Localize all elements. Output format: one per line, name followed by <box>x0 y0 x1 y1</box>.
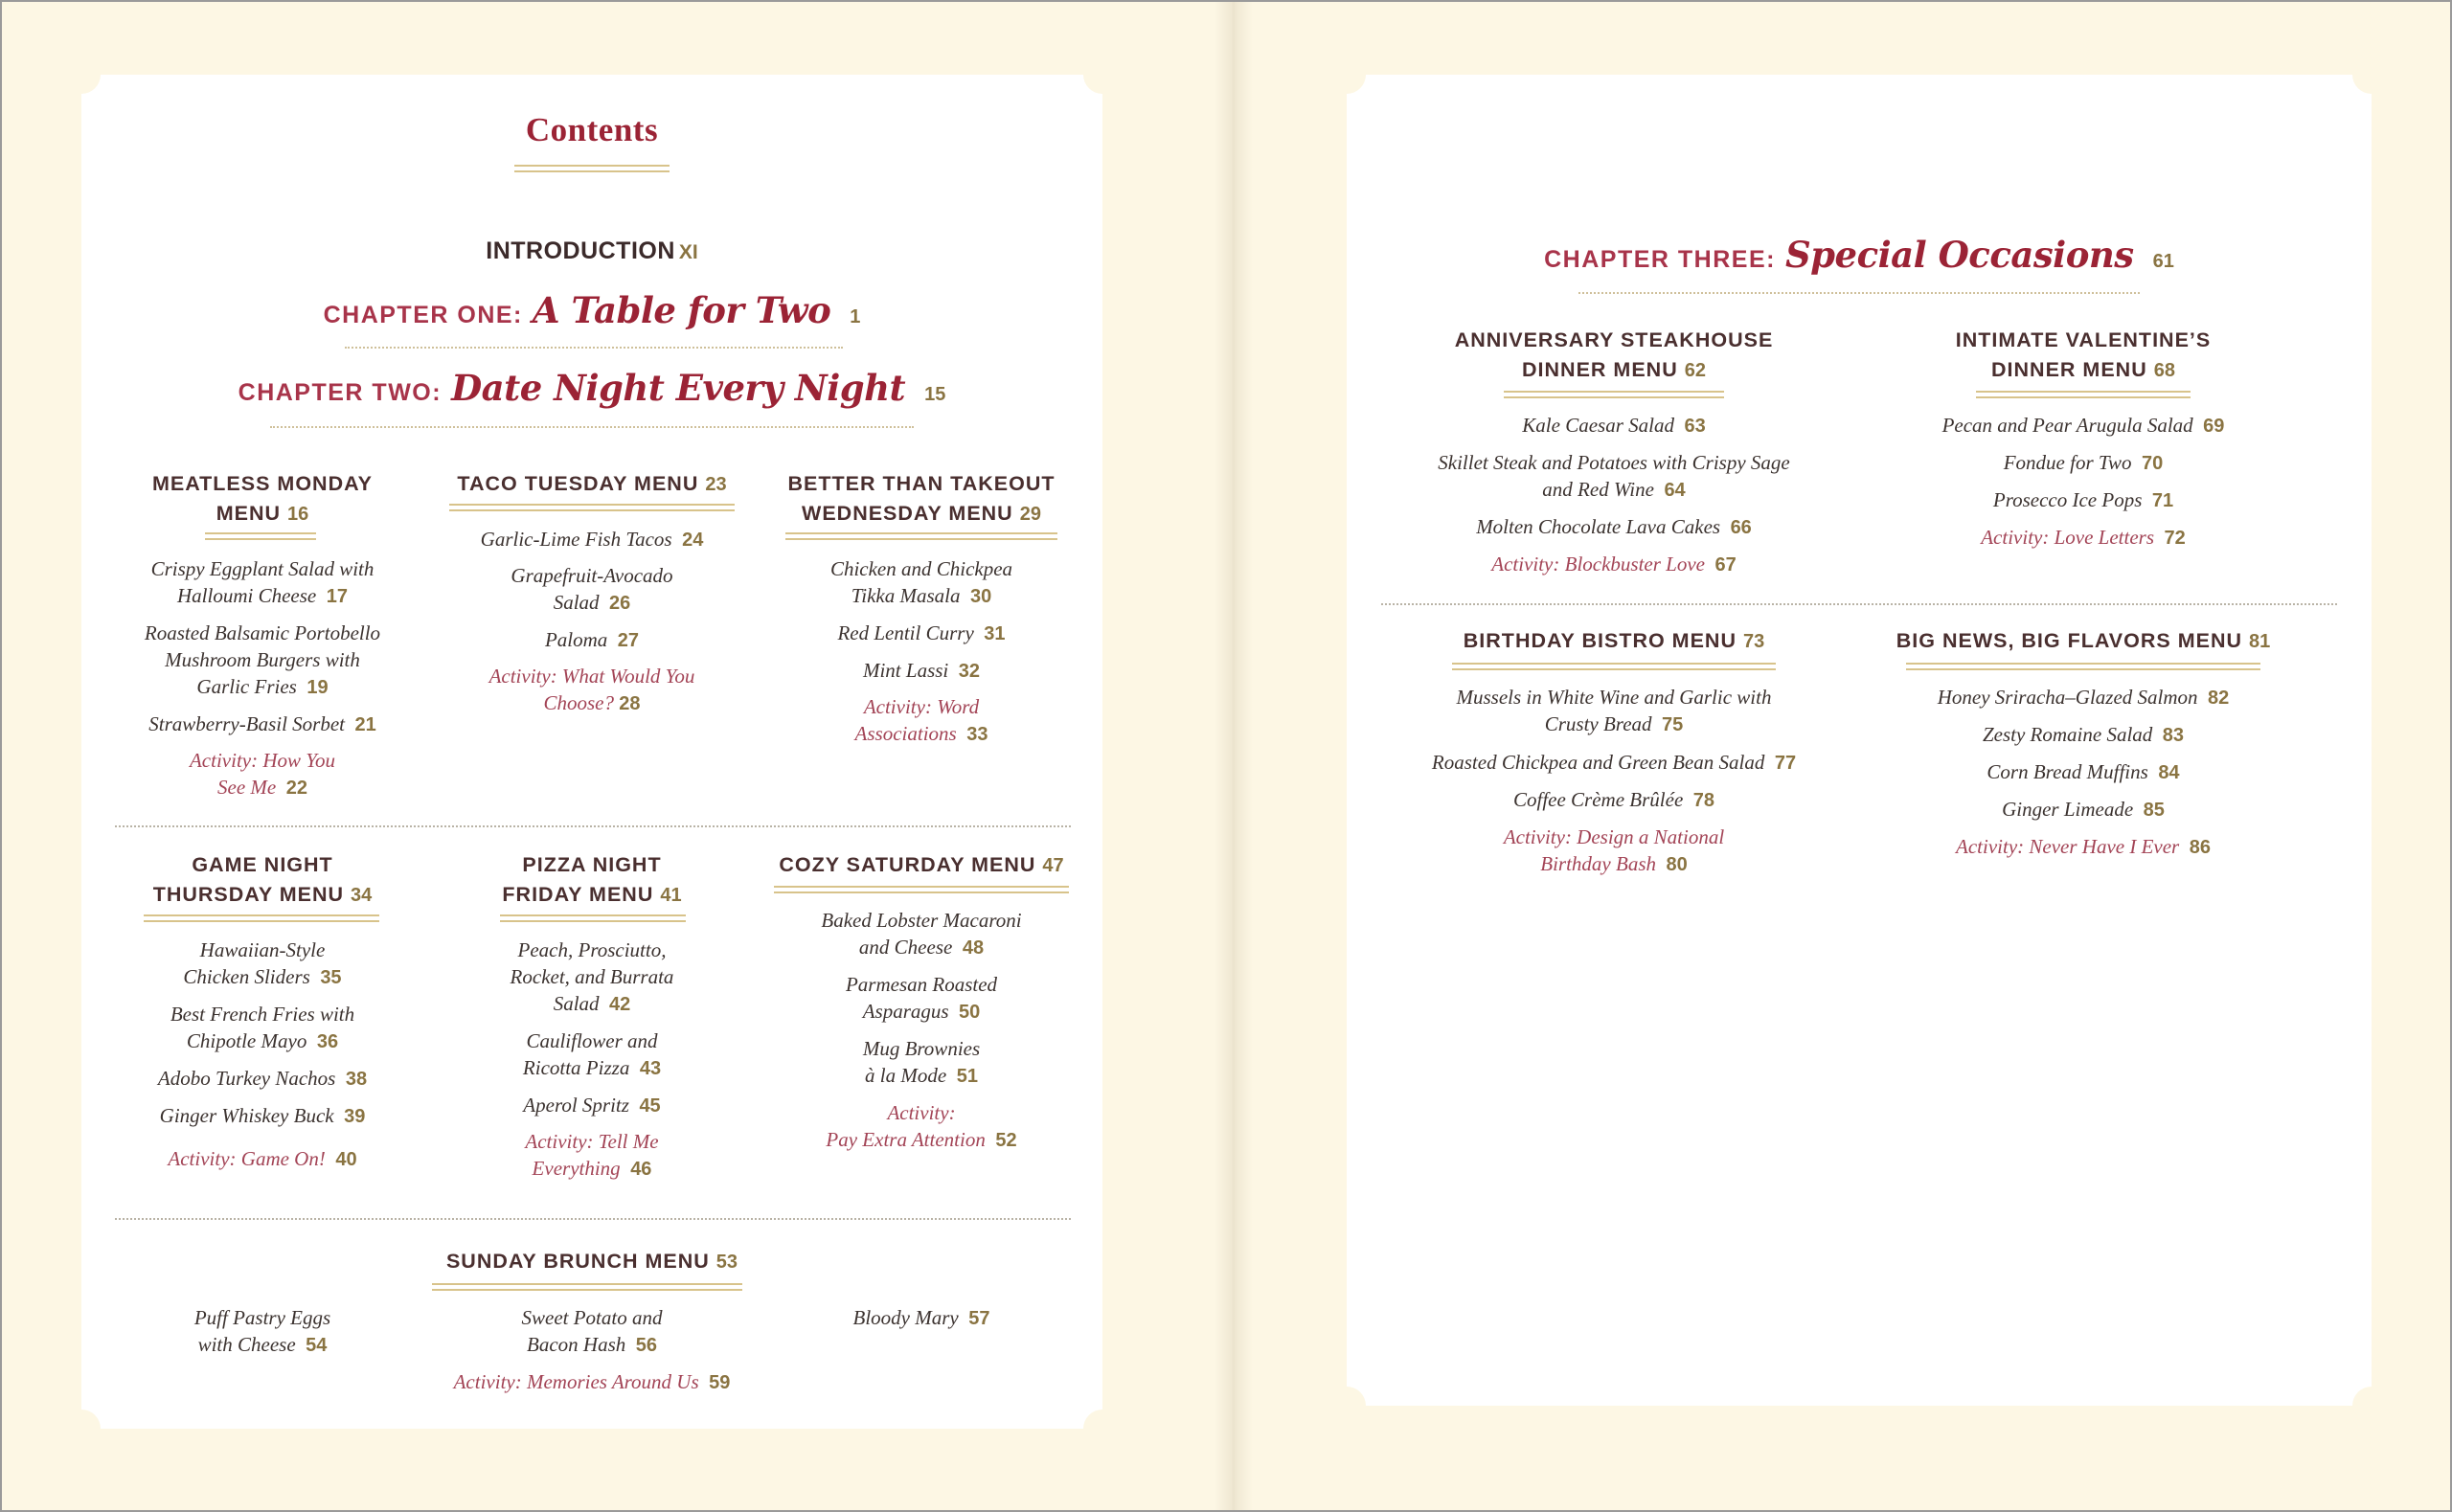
toc-entry[interactable] <box>1374 513 1853 541</box>
toc-text: DINNER MENU <box>1522 358 1678 381</box>
page-corner-notch <box>62 56 101 94</box>
menu-intimate-valentines[interactable] <box>1844 326 2323 386</box>
toc-text: and Red Wine <box>1542 478 1654 501</box>
section-divider <box>1381 603 2337 605</box>
toc-activity[interactable] <box>109 747 416 801</box>
toc-text: and Cheese <box>858 936 953 959</box>
toc-text: COZY SATURDAY MENU <box>779 853 1036 876</box>
menu-heading <box>439 850 745 911</box>
toc-text: Aperol Spritz <box>523 1094 629 1117</box>
menu-taco-tuesday[interactable] <box>439 469 745 500</box>
toc-entry[interactable] <box>439 562 745 617</box>
section-divider <box>115 825 1071 827</box>
page-corner-notch <box>62 1410 101 1448</box>
toc-text: Ricotta Pizza <box>522 1056 630 1079</box>
toc-entry[interactable] <box>768 555 1075 610</box>
toc-text: PIZZA NIGHT <box>522 853 662 876</box>
page-number: 30 <box>970 586 992 607</box>
toc-text: Baked Lobster Macaroni <box>821 909 1022 932</box>
toc-text: Bloody Mary <box>852 1306 959 1329</box>
toc-text: Salad <box>553 591 600 614</box>
page-number: 42 <box>609 994 631 1015</box>
page-number: 22 <box>285 778 307 799</box>
toc-text: MEATLESS MONDAY <box>151 472 374 495</box>
page-number: 71 <box>2151 490 2174 511</box>
toc-entry[interactable] <box>1844 449 2323 477</box>
toc-text: Asparagus <box>862 1000 949 1023</box>
toc-text: TACO TUESDAY MENU <box>457 472 699 495</box>
chapter-three-rule <box>1578 292 2140 294</box>
page-number: 46 <box>630 1159 652 1180</box>
toc-activity[interactable] <box>1844 833 2323 861</box>
page-number: 31 <box>984 623 1006 644</box>
heading-double-rule <box>500 914 686 922</box>
toc-text: Roasted Balsamic Portobello <box>144 621 381 644</box>
toc-chapter-two[interactable] <box>161 367 1023 409</box>
toc-text: FRIDAY MENU <box>502 883 654 906</box>
toc-text: Skillet Steak and Potatoes with Crispy Sage <box>1438 451 1790 474</box>
toc-chapter-three[interactable] <box>1380 234 2338 276</box>
toc-entry[interactable] <box>109 555 416 610</box>
page-number: 36 <box>316 1031 339 1052</box>
page-number: 23 <box>705 474 727 495</box>
toc-entry[interactable] <box>1844 486 2323 514</box>
menu-sunday-brunch[interactable] <box>400 1247 783 1277</box>
toc-activity[interactable] <box>352 1368 831 1396</box>
toc-entry[interactable] <box>439 626 745 654</box>
toc-text: Adobo Turkey Nachos <box>157 1067 336 1090</box>
toc-text: Special Occasions <box>1784 234 2134 276</box>
toc-text: Fondue for Two <box>2003 451 2132 474</box>
toc-text: Activity: Word <box>863 695 980 718</box>
page-number: 32 <box>958 661 981 682</box>
toc-text: Activity: Design a National <box>1503 825 1725 848</box>
page-number: 17 <box>326 586 348 607</box>
toc-text: Zesty Romaine Salad <box>1982 723 2153 746</box>
page-number: 26 <box>609 593 631 614</box>
menu-better-than-takeout[interactable] <box>768 469 1075 530</box>
menu-birthday-bistro[interactable] <box>1374 626 1853 657</box>
page-corner-notch <box>1328 1387 1366 1425</box>
toc-entry[interactable] <box>1844 412 2323 440</box>
toc-text: Mussels in White Wine and Garlic with <box>1456 686 1772 709</box>
page-number: 45 <box>639 1095 661 1117</box>
page-number: 61 <box>2152 251 2174 272</box>
page-number: 82 <box>2208 688 2230 709</box>
toc-text: Cauliflower and <box>526 1029 658 1052</box>
heading-double-rule <box>1976 391 2191 398</box>
page-corner-notch <box>2352 1387 2391 1425</box>
page-corner-notch <box>1083 1410 1122 1448</box>
toc-text: Activity: <box>887 1101 956 1124</box>
toc-text: Pay Extra Attention <box>826 1128 986 1151</box>
toc-text: Mint Lassi <box>862 659 949 682</box>
toc-text: Chicken Sliders <box>183 965 310 988</box>
toc-text: CHAPTER TWO: <box>238 379 443 406</box>
toc-text: Everything <box>532 1157 621 1180</box>
toc-text: Roasted Chickpea and Green Bean Salad <box>1431 751 1765 774</box>
menu-heading <box>768 850 1075 881</box>
toc-text: Hawaiian-Style <box>199 938 326 961</box>
toc-text: Crusty Bread <box>1544 712 1652 735</box>
toc-text: Parmesan Roasted <box>845 973 998 996</box>
toc-text: A Table for Two <box>532 289 831 331</box>
page-number: 34 <box>351 885 373 906</box>
toc-text: Garlic Fries <box>196 675 297 698</box>
toc-entry[interactable] <box>1844 796 2323 824</box>
heading-double-rule <box>432 1283 742 1291</box>
toc-activity[interactable] <box>768 693 1075 748</box>
toc-text: Salad <box>553 992 600 1015</box>
section-divider <box>115 1218 1071 1220</box>
toc-text: BIG NEWS, BIG FLAVORS MENU <box>1896 629 2242 652</box>
toc-activity[interactable] <box>439 1128 745 1183</box>
toc-text: Activity: Tell Me <box>525 1130 659 1153</box>
toc-text: Molten Chocolate Lava Cakes <box>1476 515 1721 538</box>
chapter-two-rule <box>270 426 914 428</box>
heading-double-rule <box>774 886 1069 893</box>
page-number: 66 <box>1730 517 1752 538</box>
page-number: 29 <box>1019 504 1041 525</box>
toc-text: Activity: Blockbuster Love <box>1491 553 1705 575</box>
page-number: 57 <box>968 1308 990 1329</box>
chapter-one-rule <box>345 347 843 349</box>
page-number: 21 <box>354 714 376 735</box>
page-number: 56 <box>635 1335 657 1356</box>
toc-text: Activity: Never Have I Ever <box>1956 835 2180 858</box>
toc-text: See Me <box>217 776 277 799</box>
menu-heading <box>109 850 416 911</box>
toc-text: Ginger Limeade <box>2002 798 2134 821</box>
toc-activity[interactable] <box>1374 551 1853 578</box>
toc-text: Activity: Love Letters <box>1981 526 2155 549</box>
toc-text: INTIMATE VALENTINE’S <box>1955 328 2212 351</box>
toc-entry[interactable] <box>1844 721 2323 749</box>
toc-entry[interactable] <box>1844 758 2323 786</box>
toc-text: Associations <box>854 722 957 745</box>
toc-entry[interactable] <box>1374 449 1853 504</box>
menu-game-night[interactable] <box>109 850 416 911</box>
toc-entry[interactable] <box>109 1304 416 1359</box>
toc-text: CHAPTER ONE: <box>323 302 523 328</box>
toc-entry[interactable] <box>768 1304 1075 1332</box>
toc-text: Mug Brownies <box>862 1037 981 1060</box>
toc-text: à la Mode <box>865 1064 947 1087</box>
toc-text: Strawberry-Basil Sorbet <box>148 712 345 735</box>
toc-text: Puff Pastry Eggs <box>193 1306 331 1329</box>
toc-text: Rocket, and Burrata <box>510 965 674 988</box>
page-corner-notch <box>1083 56 1122 94</box>
page-number: 73 <box>1742 631 1765 652</box>
page-number: 50 <box>959 1002 981 1023</box>
toc-text: Coffee Crème Brûlée <box>1512 788 1684 811</box>
toc-text: Peach, Prosciutto, <box>517 938 667 961</box>
page-number: 39 <box>344 1106 366 1127</box>
toc-text: THURSDAY MENU <box>152 883 345 906</box>
toc-text: Honey Sriracha–Glazed Salmon <box>1937 686 2198 709</box>
menu-heading <box>1374 626 1853 657</box>
toc-text: Pecan and Pear Arugula Salad <box>1941 414 2193 437</box>
page-number: 40 <box>335 1149 357 1170</box>
toc-entry[interactable] <box>1374 749 1853 777</box>
page-number: 86 <box>2189 837 2211 858</box>
toc-text: Crispy Eggplant Salad with <box>150 557 375 580</box>
book-gutter <box>1215 2 1253 1510</box>
toc-text: WEDNESDAY MENU <box>802 502 1013 525</box>
page-number: 83 <box>2162 725 2185 746</box>
page-number: 38 <box>345 1069 368 1090</box>
menu-heading <box>439 469 745 500</box>
toc-text: Corn Bread Muffins <box>1987 760 2148 783</box>
toc-entry[interactable] <box>109 1001 416 1055</box>
page-number: 81 <box>2248 631 2271 652</box>
menu-heading <box>1374 326 1853 386</box>
toc-text: Tikka Masala <box>851 584 961 607</box>
toc-text: Choose? <box>543 691 614 714</box>
heading-double-rule <box>449 504 735 511</box>
toc-text: BIRTHDAY BISTRO MENU <box>1463 629 1737 652</box>
page-number: 85 <box>2143 800 2165 821</box>
toc-text: Activity: Memories Around Us <box>453 1370 699 1393</box>
page-corner-notch <box>1328 56 1366 94</box>
toc-activity[interactable] <box>109 1145 416 1173</box>
toc-entry[interactable] <box>1374 786 1853 814</box>
menu-pizza-night[interactable] <box>439 850 745 911</box>
toc-entry[interactable] <box>439 937 745 1018</box>
toc-entry[interactable] <box>109 620 416 701</box>
page-number: 35 <box>320 967 342 988</box>
toc-text: BETTER THAN TAKEOUT <box>787 472 1056 495</box>
toc-text: ANNIVERSARY STEAKHOUSE <box>1454 328 1774 351</box>
toc-entry[interactable] <box>109 1065 416 1093</box>
toc-activity[interactable] <box>439 663 745 717</box>
toc-entry[interactable] <box>439 1092 745 1119</box>
toc-text: Activity: Game On! <box>168 1147 326 1170</box>
page-number: 68 <box>2153 360 2175 381</box>
toc-text: Paloma <box>544 628 608 651</box>
heading-double-rule <box>1906 663 2260 670</box>
page-number: 52 <box>995 1130 1017 1151</box>
page-number: 16 <box>287 504 309 525</box>
toc-entry[interactable] <box>768 971 1075 1026</box>
toc-text: MENU <box>216 502 282 525</box>
page-number: 80 <box>1666 854 1688 875</box>
heading-double-rule <box>205 532 316 540</box>
toc-text: GAME NIGHT <box>192 853 333 876</box>
page-corner-notch <box>2352 56 2391 94</box>
page-number: XI <box>678 241 698 263</box>
menu-heading <box>109 469 416 530</box>
toc-text: Halloumi Cheese <box>177 584 317 607</box>
menu-heading <box>1844 326 2323 386</box>
page-number: 28 <box>619 693 641 714</box>
title-double-rule <box>514 165 670 172</box>
menu-heading <box>1844 626 2323 657</box>
page-number: 51 <box>956 1066 978 1087</box>
page-number: 78 <box>1692 790 1715 811</box>
toc-entry[interactable] <box>109 711 416 738</box>
toc-text: Activity: What Would You <box>488 665 695 688</box>
toc-introduction[interactable] <box>305 237 879 265</box>
toc-text: CHAPTER THREE: <box>1544 246 1776 273</box>
page-number: 70 <box>2142 453 2164 474</box>
toc-text: Mushroom Burgers with <box>165 648 360 671</box>
toc-entry[interactable] <box>768 657 1075 685</box>
menu-anniversary-steakhouse[interactable] <box>1374 326 1853 386</box>
toc-text: Activity: How You <box>189 749 336 772</box>
toc-entry[interactable] <box>109 1102 416 1130</box>
toc-text: Sweet Potato and <box>521 1306 663 1329</box>
page-number: 27 <box>617 630 640 651</box>
heading-double-rule <box>1452 663 1776 670</box>
toc-text: Prosecco Ice Pops <box>1992 488 2143 511</box>
toc-text: Date Night Every Night <box>451 367 906 409</box>
page-number: 1 <box>850 306 861 327</box>
toc-entry[interactable] <box>439 1304 745 1359</box>
toc-text: Chipotle Mayo <box>186 1029 307 1052</box>
page-number: 64 <box>1664 480 1686 501</box>
page-number: 62 <box>1684 360 1706 381</box>
menu-big-news[interactable] <box>1844 626 2323 657</box>
page-number: 72 <box>2164 528 2186 549</box>
toc-text: Chicken and Chickpea <box>829 557 1013 580</box>
page-number: 69 <box>2203 416 2225 437</box>
toc-entry[interactable] <box>1374 412 1853 440</box>
toc-text: Garlic-Lime Fish Tacos <box>480 528 672 551</box>
page-number: 33 <box>966 724 988 745</box>
toc-entry[interactable] <box>1844 684 2323 711</box>
toc-chapter-one[interactable] <box>209 289 975 331</box>
page-number: 77 <box>1774 753 1797 774</box>
page-number: 48 <box>962 937 985 959</box>
heading-double-rule <box>1504 391 1724 398</box>
toc-entry[interactable] <box>768 1035 1075 1090</box>
toc-activity[interactable] <box>768 1099 1075 1154</box>
page-number: 84 <box>2158 762 2180 783</box>
toc-entry[interactable] <box>768 907 1075 961</box>
toc-text: with Cheese <box>197 1333 296 1356</box>
toc-entry[interactable] <box>439 1027 745 1082</box>
toc-activity[interactable] <box>1374 824 1853 878</box>
page-number: 67 <box>1714 554 1737 575</box>
toc-text: Red Lentil Curry <box>837 621 974 644</box>
page-number: 19 <box>306 677 329 698</box>
toc-activity[interactable] <box>1844 524 2323 552</box>
toc-entry[interactable] <box>768 620 1075 647</box>
page-number: 43 <box>639 1058 662 1079</box>
contents-title: Contents <box>525 111 659 148</box>
page-number: 47 <box>1042 855 1064 876</box>
page-number: 15 <box>924 384 946 405</box>
page-number: 53 <box>715 1252 738 1273</box>
menu-heading <box>768 469 1075 530</box>
page-number: 63 <box>1684 416 1706 437</box>
heading-double-rule <box>785 532 1057 540</box>
menu-cozy-saturday[interactable] <box>768 850 1075 881</box>
toc-text: Kale Caesar Salad <box>1522 414 1674 437</box>
toc-entry[interactable] <box>1374 684 1853 738</box>
toc-entry[interactable] <box>439 526 745 553</box>
page-number: 24 <box>682 530 704 551</box>
toc-text: INTRODUCTION <box>486 237 675 264</box>
menu-heading <box>400 1247 783 1277</box>
page-number: 41 <box>660 885 682 906</box>
menu-meatless-monday[interactable] <box>109 469 416 530</box>
toc-text: Ginger Whiskey Buck <box>159 1104 334 1127</box>
toc-text: Grapefruit-Avocado <box>511 564 673 587</box>
heading-double-rule <box>144 914 379 922</box>
toc-text: DINNER MENU <box>1991 358 2147 381</box>
toc-text: Birthday Bash <box>1540 852 1656 875</box>
page-number: 59 <box>709 1372 731 1393</box>
page-number: 75 <box>1662 714 1684 735</box>
page-number: 54 <box>306 1335 328 1356</box>
toc-text: Best French Fries with <box>170 1003 355 1026</box>
toc-entry[interactable] <box>109 937 416 991</box>
toc-text: SUNDAY BRUNCH MENU <box>445 1250 710 1273</box>
toc-text: Bacon Hash <box>527 1333 626 1356</box>
